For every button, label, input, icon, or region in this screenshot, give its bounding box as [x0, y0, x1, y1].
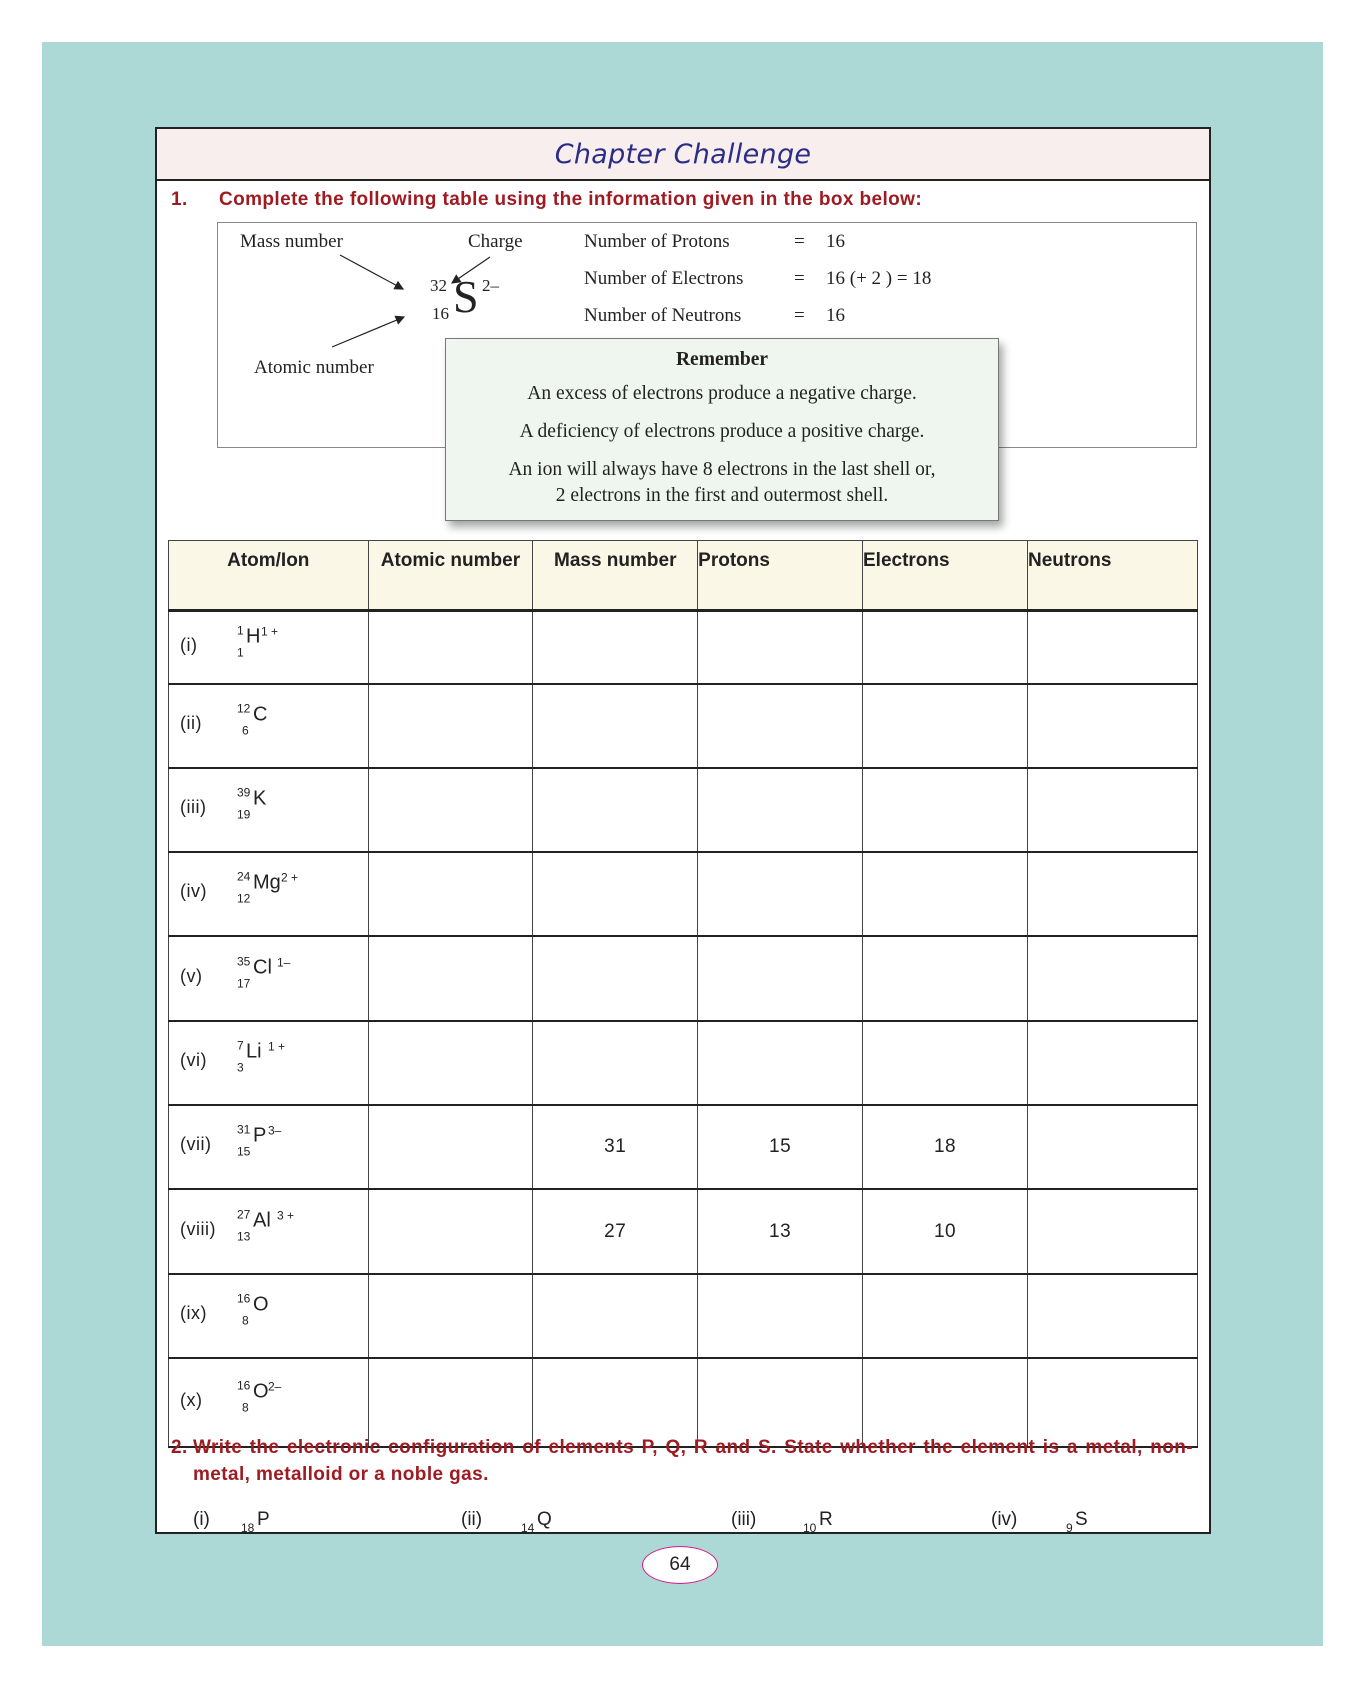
atomic-arrow — [332, 317, 404, 347]
answer-cell-protons[interactable] — [698, 852, 863, 936]
remember-line: A deficiency of electrons produce a positive charge. — [519, 421, 925, 442]
atom-ion-notation — [169, 1022, 368, 1104]
answer-cell-neutrons[interactable] — [1028, 1105, 1198, 1189]
element-roman: (iii) — [731, 1509, 757, 1530]
fact-value: 16 (+ 2 ) = 18 — [826, 268, 932, 289]
mass-superscript: 27 — [237, 1207, 251, 1222]
element-symbol: R — [819, 1509, 833, 1530]
row-numeral: (vi) — [180, 1049, 207, 1070]
isotope-symbol — [237, 1291, 347, 1330]
charge-superscript: 1– — [277, 955, 291, 970]
fact-label: Number of Neutrons — [584, 305, 742, 326]
answer-cell-protons[interactable] — [698, 936, 863, 1021]
atom-ion-cell — [169, 1189, 369, 1274]
table-row — [169, 768, 1198, 852]
atomic-subscript: 6 — [242, 723, 249, 738]
answer-cell-mass-number[interactable] — [533, 852, 698, 936]
question-1 — [171, 189, 922, 211]
answer-cell-neutrons[interactable] — [1028, 1189, 1198, 1274]
row-numeral: (i) — [180, 634, 198, 655]
answer-cell-protons[interactable]: 15 — [698, 1105, 863, 1189]
mass-superscript: 12 — [237, 701, 251, 716]
answer-cell-electrons[interactable] — [863, 768, 1028, 852]
answer-cell-atomic-number[interactable] — [368, 1189, 533, 1274]
answer-cell-electrons[interactable] — [863, 936, 1028, 1021]
isotope-symbol — [237, 1038, 347, 1077]
answer-cell-protons[interactable] — [698, 768, 863, 852]
atom-ion-cell — [169, 768, 369, 852]
answer-cell-neutrons[interactable] — [1028, 1021, 1198, 1105]
mass-superscript: 16 — [237, 1291, 251, 1306]
isotope-symbol — [237, 1380, 347, 1416]
table-row — [169, 852, 1198, 936]
atom-ion-notation — [169, 1106, 368, 1188]
table-row — [169, 1021, 1198, 1105]
answer-cell-electrons[interactable]: 10 — [863, 1189, 1028, 1274]
answer-cell-mass-number[interactable] — [533, 1021, 698, 1105]
table-row — [169, 936, 1198, 1021]
table-row — [169, 1105, 1198, 1189]
col-protons: Protons — [698, 541, 863, 611]
answer-cell-electrons[interactable] — [863, 684, 1028, 768]
answer-cell-mass-number[interactable]: 31 — [533, 1105, 698, 1189]
element-symbol: S — [1075, 1509, 1088, 1530]
element-atomic: 10 — [803, 1521, 817, 1535]
question-2-number: 2. — [171, 1437, 188, 1458]
answer-cell-neutrons[interactable] — [1028, 852, 1198, 936]
answer-cell-protons[interactable] — [698, 611, 863, 685]
answer-cell-atomic-number[interactable] — [368, 852, 533, 936]
atom-ion-notation — [169, 769, 368, 851]
atomic-subscript: 19 — [237, 807, 251, 822]
mass-superscript: 39 — [237, 785, 251, 800]
answer-cell-atomic-number[interactable] — [368, 684, 533, 768]
answer-cell-protons[interactable] — [698, 684, 863, 768]
element-symbol: O — [253, 1293, 269, 1316]
element-symbol: Cl — [253, 956, 272, 979]
answer-cell-mass-number[interactable] — [533, 936, 698, 1021]
table-row — [169, 611, 1198, 685]
isotope-symbol — [237, 869, 347, 908]
answer-cell-neutrons[interactable] — [1028, 768, 1198, 852]
element-symbol: Q — [537, 1509, 552, 1530]
table-row — [169, 1189, 1198, 1274]
atom-ion-notation — [169, 853, 368, 935]
element-symbol: P — [257, 1509, 270, 1530]
atomic-subscript: 8 — [242, 1313, 249, 1328]
mass-superscript: 7 — [237, 1038, 244, 1053]
fact-value: 16 — [826, 231, 845, 252]
atomic-subscript: 12 — [237, 891, 251, 906]
isotope-symbol — [237, 1122, 347, 1161]
answer-cell-protons[interactable] — [698, 1274, 863, 1358]
mass-superscript: 16 — [237, 1378, 251, 1393]
atom-ion-notation — [169, 685, 368, 767]
answer-cell-neutrons[interactable] — [1028, 684, 1198, 768]
symbol-mass: 32 — [430, 276, 447, 295]
row-numeral: (v) — [180, 965, 203, 986]
question-1-text: Complete the following table using the information given in the box below: — [219, 189, 923, 210]
answer-cell-atomic-number[interactable] — [368, 936, 533, 1021]
mass-superscript: 35 — [237, 954, 251, 969]
atom-ion-notation — [169, 1359, 368, 1446]
row-numeral: (x) — [180, 1389, 203, 1410]
row-numeral: (viii) — [180, 1218, 216, 1239]
atom-ion-cell — [169, 1274, 369, 1358]
element-symbol: Li — [246, 1040, 262, 1063]
atom-ion-cell — [169, 611, 369, 685]
answer-cell-electrons[interactable] — [863, 1021, 1028, 1105]
charge-superscript: 2 + — [281, 870, 299, 885]
atom-ion-notation — [169, 612, 368, 683]
atom-ion-cell — [169, 1021, 369, 1105]
answer-cell-atomic-number[interactable] — [368, 611, 533, 685]
atomic-subscript: 13 — [237, 1229, 251, 1244]
answer-cell-mass-number[interactable]: 27 — [533, 1189, 698, 1274]
question-2 — [171, 1434, 1193, 1488]
row-numeral: (vii) — [180, 1133, 212, 1154]
table-header-row — [169, 541, 1198, 611]
atomic-number-label: Atomic number — [254, 357, 374, 378]
atom-ion-cell — [169, 684, 369, 768]
charge-superscript: 1 + — [268, 1039, 286, 1054]
answer-cell-atomic-number[interactable] — [368, 768, 533, 852]
atomic-subscript: 15 — [237, 1144, 251, 1159]
atom-ion-cell — [169, 936, 369, 1021]
remember-line: An excess of electrons produce a negative charge. — [527, 383, 917, 404]
atom-ion-cell — [169, 852, 369, 936]
isotope-symbol — [237, 1209, 347, 1245]
atom-ion-notation — [169, 1275, 368, 1357]
col-electrons: Electrons — [863, 541, 1028, 611]
row-numeral: (ix) — [180, 1302, 207, 1323]
fact-label: Number of Electrons — [584, 268, 744, 289]
element-atomic: 9 — [1066, 1521, 1073, 1535]
mass-superscript: 1 — [237, 623, 244, 638]
chapter-title: Chapter Challenge — [554, 138, 812, 170]
page-number-text: 64 — [669, 1554, 691, 1575]
isotope-symbol — [237, 701, 347, 740]
answer-cell-neutrons[interactable] — [1028, 611, 1198, 685]
element-symbol: C — [253, 703, 268, 726]
element-atomic: 14 — [521, 1521, 535, 1535]
mass-superscript: 31 — [237, 1122, 251, 1137]
answer-cell-atomic-number[interactable] — [368, 1274, 533, 1358]
isotope-symbol — [237, 625, 347, 661]
isotope-symbol — [237, 785, 347, 824]
symbol-element: S — [453, 271, 479, 322]
element-symbol: Al — [253, 1209, 271, 1232]
element-roman: (ii) — [461, 1509, 483, 1530]
col-mass-number: Mass number — [533, 541, 698, 611]
answer-cell-mass-number[interactable] — [533, 684, 698, 768]
answer-cell-neutrons[interactable] — [1028, 1274, 1198, 1358]
element-atomic: 18 — [241, 1521, 255, 1535]
row-numeral: (ii) — [180, 712, 202, 733]
answer-cell-atomic-number[interactable] — [368, 1021, 533, 1105]
question-1-number: 1. — [171, 189, 188, 210]
answer-cell-electrons[interactable] — [863, 852, 1028, 936]
answer-cell-electrons[interactable] — [863, 611, 1028, 685]
remember-line: An ion will always have 8 electrons in the last shell or, — [508, 459, 936, 480]
isotope-symbol — [237, 956, 347, 992]
atomic-subscript: 1 — [237, 645, 244, 660]
fact-value: 16 — [826, 305, 845, 326]
atom-ion-notation — [169, 1190, 368, 1273]
chapter-header — [157, 129, 1209, 181]
worksheet-page — [155, 127, 1211, 1534]
symbol-atomic: 16 — [432, 304, 449, 323]
charge-superscript: 2– — [268, 1379, 282, 1394]
remember-heading: Remember — [675, 349, 769, 370]
charge-superscript: 1 + — [261, 624, 279, 639]
element-symbol: P — [253, 1124, 267, 1147]
answer-cell-mass-number[interactable] — [533, 1274, 698, 1358]
charge-superscript: 3 + — [277, 1208, 295, 1223]
question-2-text: Write the electronic configuration of elements P, Q, R and S. State whether the element is a metal, non-metal, metalloid or a noble gas. — [193, 1437, 1193, 1485]
atom-ion-notation — [169, 937, 368, 1020]
atomic-subscript: 8 — [242, 1400, 249, 1415]
col-neutrons: Neutrons — [1028, 541, 1198, 611]
element-symbol: K — [253, 787, 267, 810]
answer-cell-atomic-number[interactable] — [368, 1105, 533, 1189]
element-symbol: H — [246, 625, 261, 648]
fact-equals: = — [794, 231, 805, 252]
table-row — [169, 684, 1198, 768]
mass-superscript: 24 — [237, 869, 251, 884]
col-atomic-number: Atomic number — [368, 541, 533, 611]
mass-arrow — [340, 255, 403, 289]
col-atom-ion: Atom/Ion — [169, 541, 369, 611]
answer-cell-electrons[interactable]: 18 — [863, 1105, 1028, 1189]
sulfide-ion-symbol — [430, 270, 530, 330]
element-roman: (iv) — [991, 1509, 1018, 1530]
answer-cell-neutrons[interactable] — [1028, 936, 1198, 1021]
symbol-charge: 2– — [482, 276, 499, 295]
answer-cell-protons[interactable] — [698, 1021, 863, 1105]
remember-box — [445, 338, 999, 521]
mass-number-label: Mass number — [240, 231, 343, 252]
answer-cell-mass-number[interactable] — [533, 768, 698, 852]
row-numeral: (iv) — [180, 880, 207, 901]
atomic-subscript: 17 — [237, 976, 251, 991]
remember-line: 2 electrons in the first and outermost shell. — [555, 485, 889, 506]
table-row — [169, 1274, 1198, 1358]
element-roman: (i) — [193, 1509, 210, 1530]
element-symbol: Mg — [253, 871, 281, 894]
row-numeral: (iii) — [180, 796, 207, 817]
page-number — [642, 1546, 718, 1584]
atomic-subscript: 3 — [237, 1060, 244, 1075]
answer-cell-protons[interactable]: 13 — [698, 1189, 863, 1274]
fact-equals: = — [794, 268, 805, 289]
element-symbol: O — [253, 1380, 269, 1403]
atom-ion-cell — [169, 1105, 369, 1189]
answer-cell-electrons[interactable] — [863, 1274, 1028, 1358]
atom-ion-table — [168, 540, 1198, 1448]
fact-equals: = — [794, 305, 805, 326]
fact-label: Number of Protons — [584, 231, 730, 252]
answer-cell-mass-number[interactable] — [533, 611, 698, 685]
charge-label: Charge — [468, 231, 523, 252]
charge-superscript: 3– — [268, 1123, 282, 1138]
